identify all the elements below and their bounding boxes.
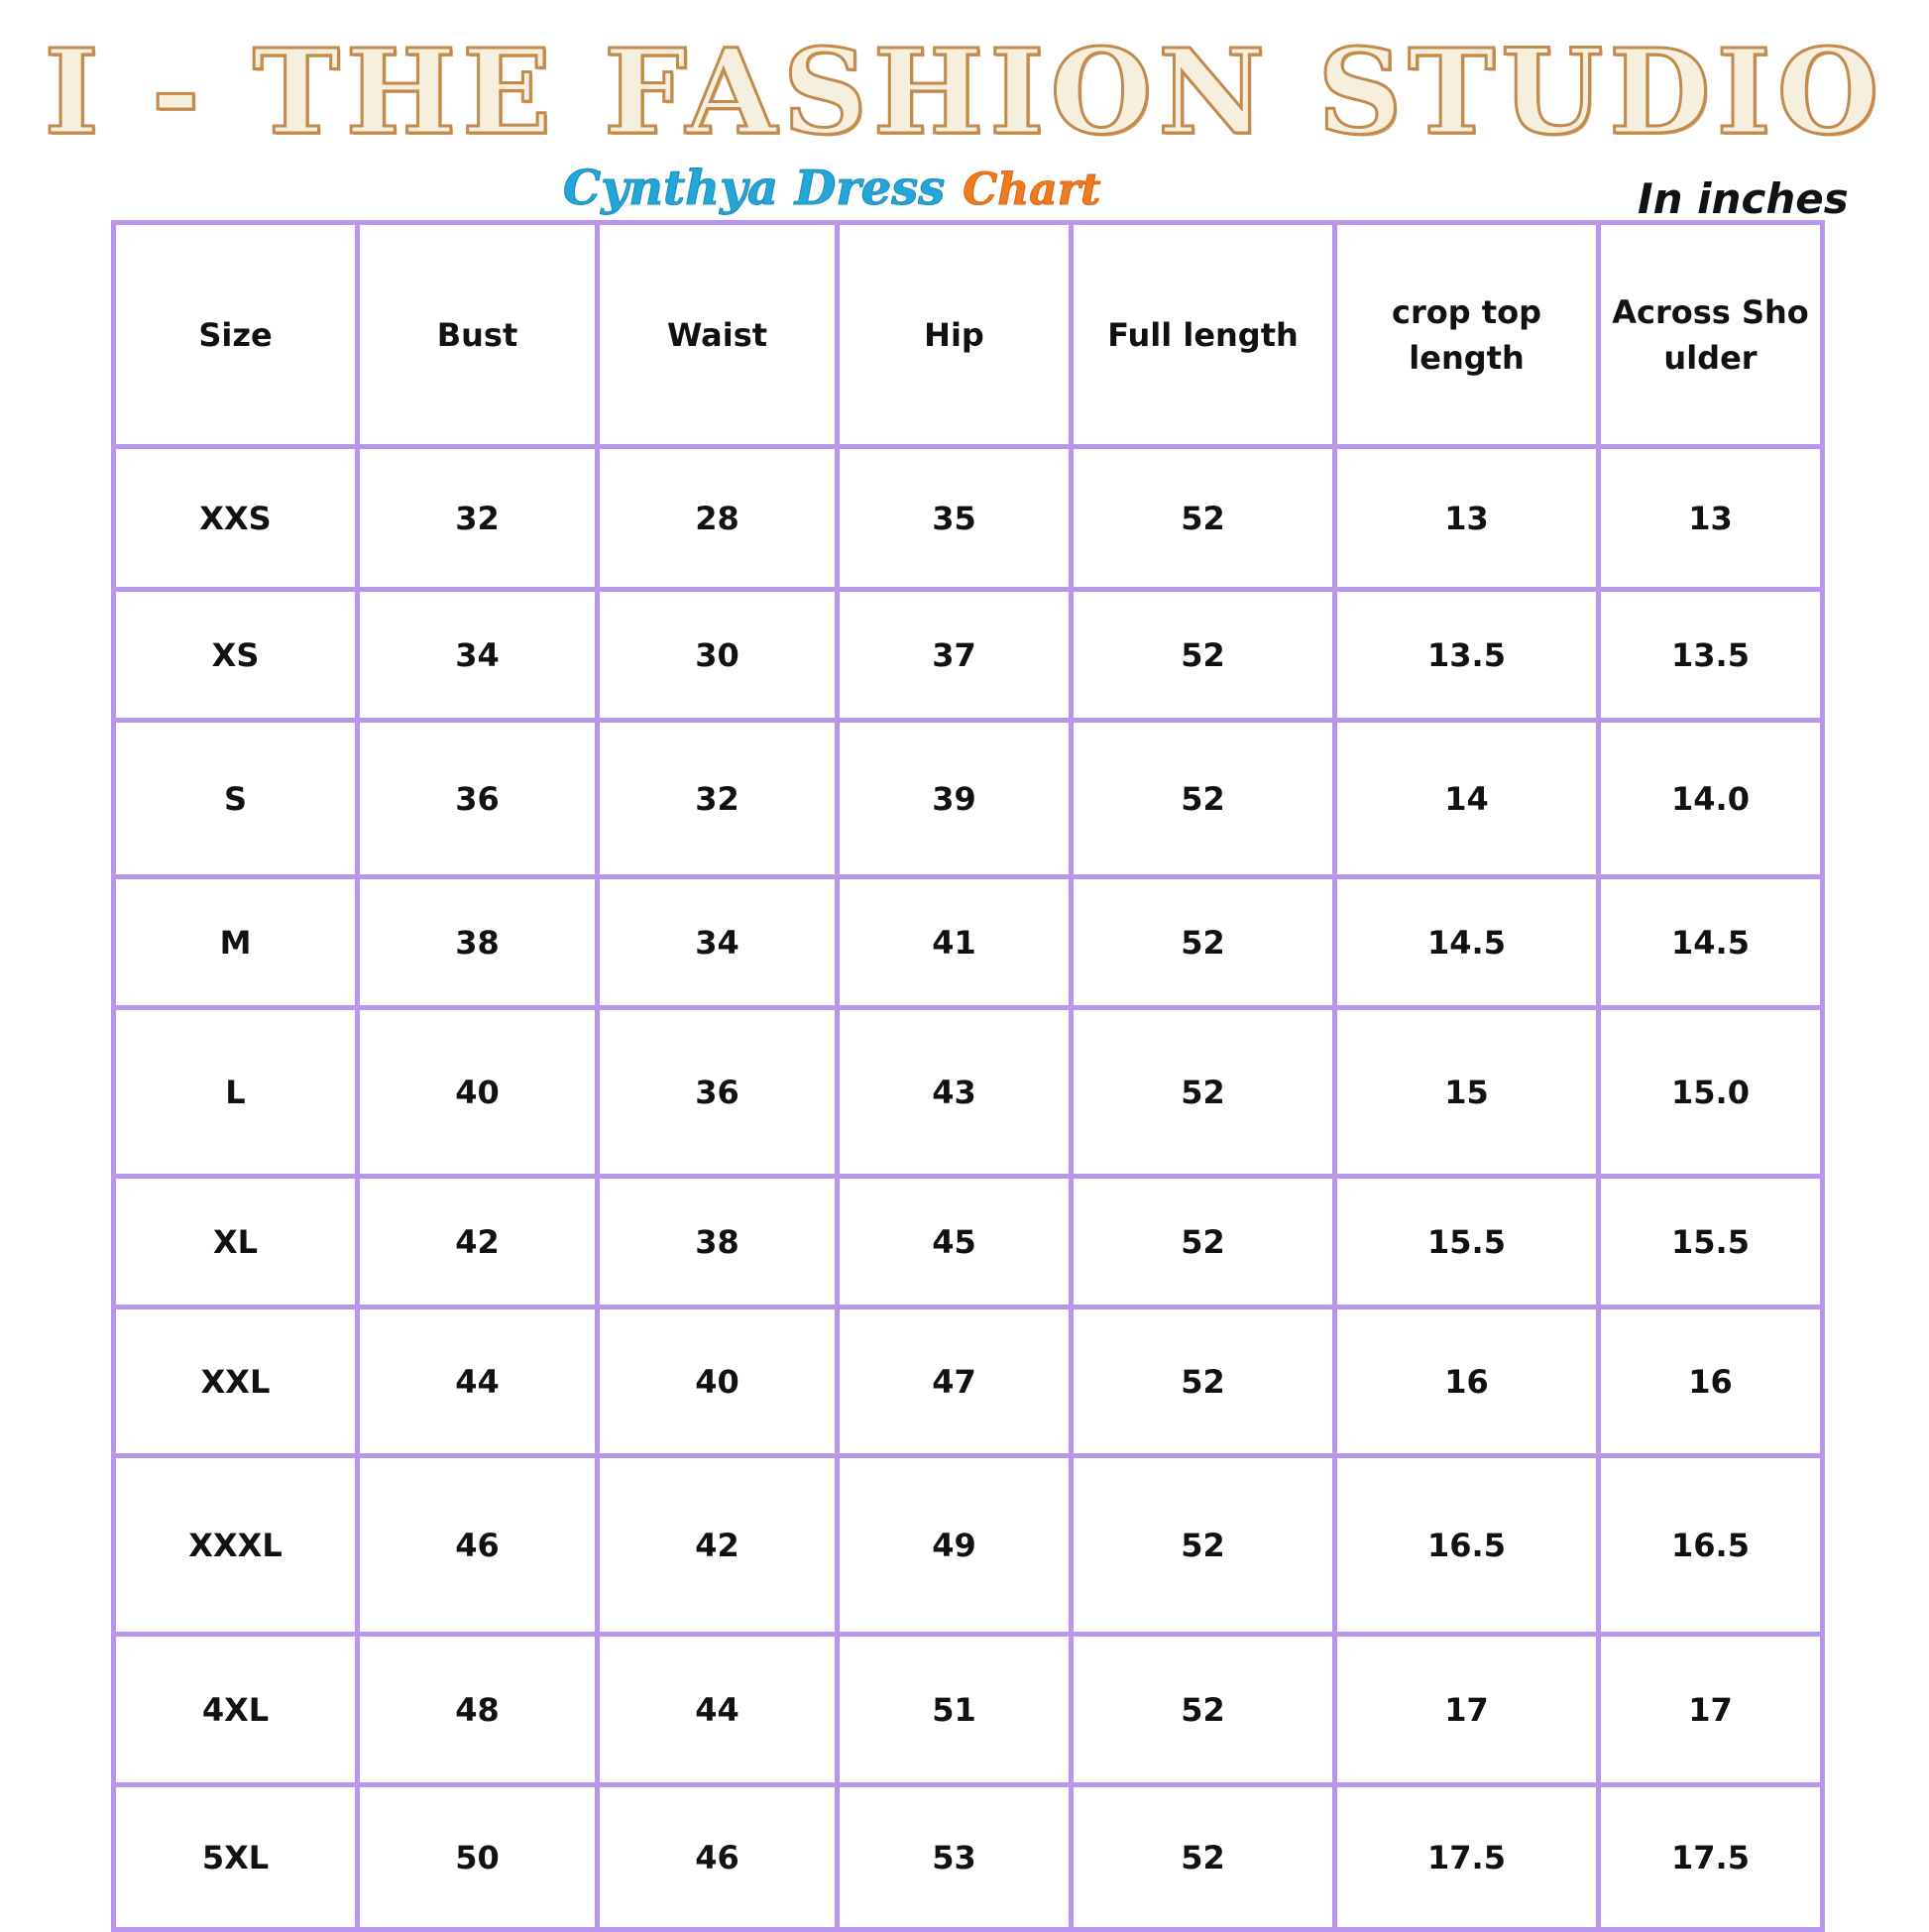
cell-hip: 47 [838, 1307, 1072, 1456]
cell-size: M [114, 877, 358, 1008]
table-row [114, 590, 1823, 721]
table-row [114, 1177, 1823, 1307]
table-row [114, 1008, 1823, 1177]
brand-title: I - THE FASHION STUDIO [44, 23, 1885, 161]
cell-bust: 34 [358, 590, 598, 721]
cell-across-shoulder: 15.0 [1599, 1008, 1823, 1177]
cell-full-length: 52 [1072, 590, 1335, 721]
cell-crop-top-length: 14.5 [1335, 877, 1599, 1008]
cell-size: S [114, 721, 358, 877]
cell-across-shoulder: 13.5 [1599, 590, 1823, 721]
cell-full-length: 52 [1072, 1785, 1335, 1930]
cell-hip: 43 [838, 1008, 1072, 1177]
column-header-crop-top-length: crop top length [1335, 223, 1599, 447]
cell-size: XL [114, 1177, 358, 1307]
cell-waist: 30 [598, 590, 838, 721]
table-body [114, 447, 1823, 1930]
column-header-waist: Waist [598, 223, 838, 447]
cell-across-shoulder: 16 [1599, 1307, 1823, 1456]
cell-hip: 51 [838, 1635, 1072, 1785]
cell-crop-top-length: 13 [1335, 447, 1599, 590]
table-row [114, 721, 1823, 877]
table-row [114, 1635, 1823, 1785]
cell-bust: 32 [358, 447, 598, 590]
cell-crop-top-length: 17.5 [1335, 1785, 1599, 1930]
cell-size: XXXL [114, 1456, 358, 1635]
cell-crop-top-length: 14 [1335, 721, 1599, 877]
cell-hip: 49 [838, 1456, 1072, 1635]
table-row [114, 1785, 1823, 1930]
cell-waist: 44 [598, 1635, 838, 1785]
cell-waist: 36 [598, 1008, 838, 1177]
column-header-hip: Hip [838, 223, 1072, 447]
chart-subtitle [563, 159, 1100, 218]
cell-bust: 48 [358, 1635, 598, 1785]
cell-bust: 46 [358, 1456, 598, 1635]
cell-bust: 50 [358, 1785, 598, 1930]
subtitle-dress-name: Cynthya Dress [563, 161, 946, 216]
cell-crop-top-length: 15.5 [1335, 1177, 1599, 1307]
cell-waist: 32 [598, 721, 838, 877]
cell-waist: 28 [598, 447, 838, 590]
cell-across-shoulder: 14.5 [1599, 877, 1823, 1008]
size-chart-table [111, 220, 1825, 1932]
cell-crop-top-length: 16.5 [1335, 1456, 1599, 1635]
cell-size: 4XL [114, 1635, 358, 1785]
cell-full-length: 52 [1072, 1307, 1335, 1456]
cell-size: XS [114, 590, 358, 721]
cell-waist: 46 [598, 1785, 838, 1930]
table-row [114, 877, 1823, 1008]
subtitle-chart-word: Chart [963, 165, 1101, 215]
cell-across-shoulder: 16.5 [1599, 1456, 1823, 1635]
units-label: In inches [1638, 174, 1849, 223]
cell-crop-top-length: 17 [1335, 1635, 1599, 1785]
cell-size: 5XL [114, 1785, 358, 1930]
table-row [114, 1456, 1823, 1635]
cell-bust: 38 [358, 877, 598, 1008]
cell-full-length: 52 [1072, 1008, 1335, 1177]
cell-hip: 41 [838, 877, 1072, 1008]
cell-waist: 42 [598, 1456, 838, 1635]
cell-size: XXL [114, 1307, 358, 1456]
column-header-bust: Bust [358, 223, 598, 447]
cell-waist: 34 [598, 877, 838, 1008]
table-row [114, 447, 1823, 590]
cell-hip: 37 [838, 590, 1072, 721]
column-header-full-length: Full length [1072, 223, 1335, 447]
cell-waist: 40 [598, 1307, 838, 1456]
cell-bust: 42 [358, 1177, 598, 1307]
table-row [114, 1307, 1823, 1456]
column-header-size: Size [114, 223, 358, 447]
cell-across-shoulder: 17.5 [1599, 1785, 1823, 1930]
cell-full-length: 52 [1072, 721, 1335, 877]
cell-size: XXS [114, 447, 358, 590]
cell-full-length: 52 [1072, 1177, 1335, 1307]
cell-across-shoulder: 13 [1599, 447, 1823, 590]
cell-crop-top-length: 13.5 [1335, 590, 1599, 721]
cell-bust: 36 [358, 721, 598, 877]
cell-hip: 45 [838, 1177, 1072, 1307]
cell-full-length: 52 [1072, 447, 1335, 590]
cell-crop-top-length: 16 [1335, 1307, 1599, 1456]
cell-hip: 39 [838, 721, 1072, 877]
table-header-row [114, 223, 1823, 447]
cell-full-length: 52 [1072, 1456, 1335, 1635]
cell-waist: 38 [598, 1177, 838, 1307]
cell-bust: 44 [358, 1307, 598, 1456]
cell-size: L [114, 1008, 358, 1177]
column-header-across-shoulder: Across Shoulder [1599, 223, 1823, 447]
cell-full-length: 52 [1072, 877, 1335, 1008]
cell-hip: 35 [838, 447, 1072, 590]
cell-across-shoulder: 14.0 [1599, 721, 1823, 877]
cell-bust: 40 [358, 1008, 598, 1177]
cell-across-shoulder: 15.5 [1599, 1177, 1823, 1307]
cell-crop-top-length: 15 [1335, 1008, 1599, 1177]
cell-across-shoulder: 17 [1599, 1635, 1823, 1785]
cell-full-length: 52 [1072, 1635, 1335, 1785]
cell-hip: 53 [838, 1785, 1072, 1930]
